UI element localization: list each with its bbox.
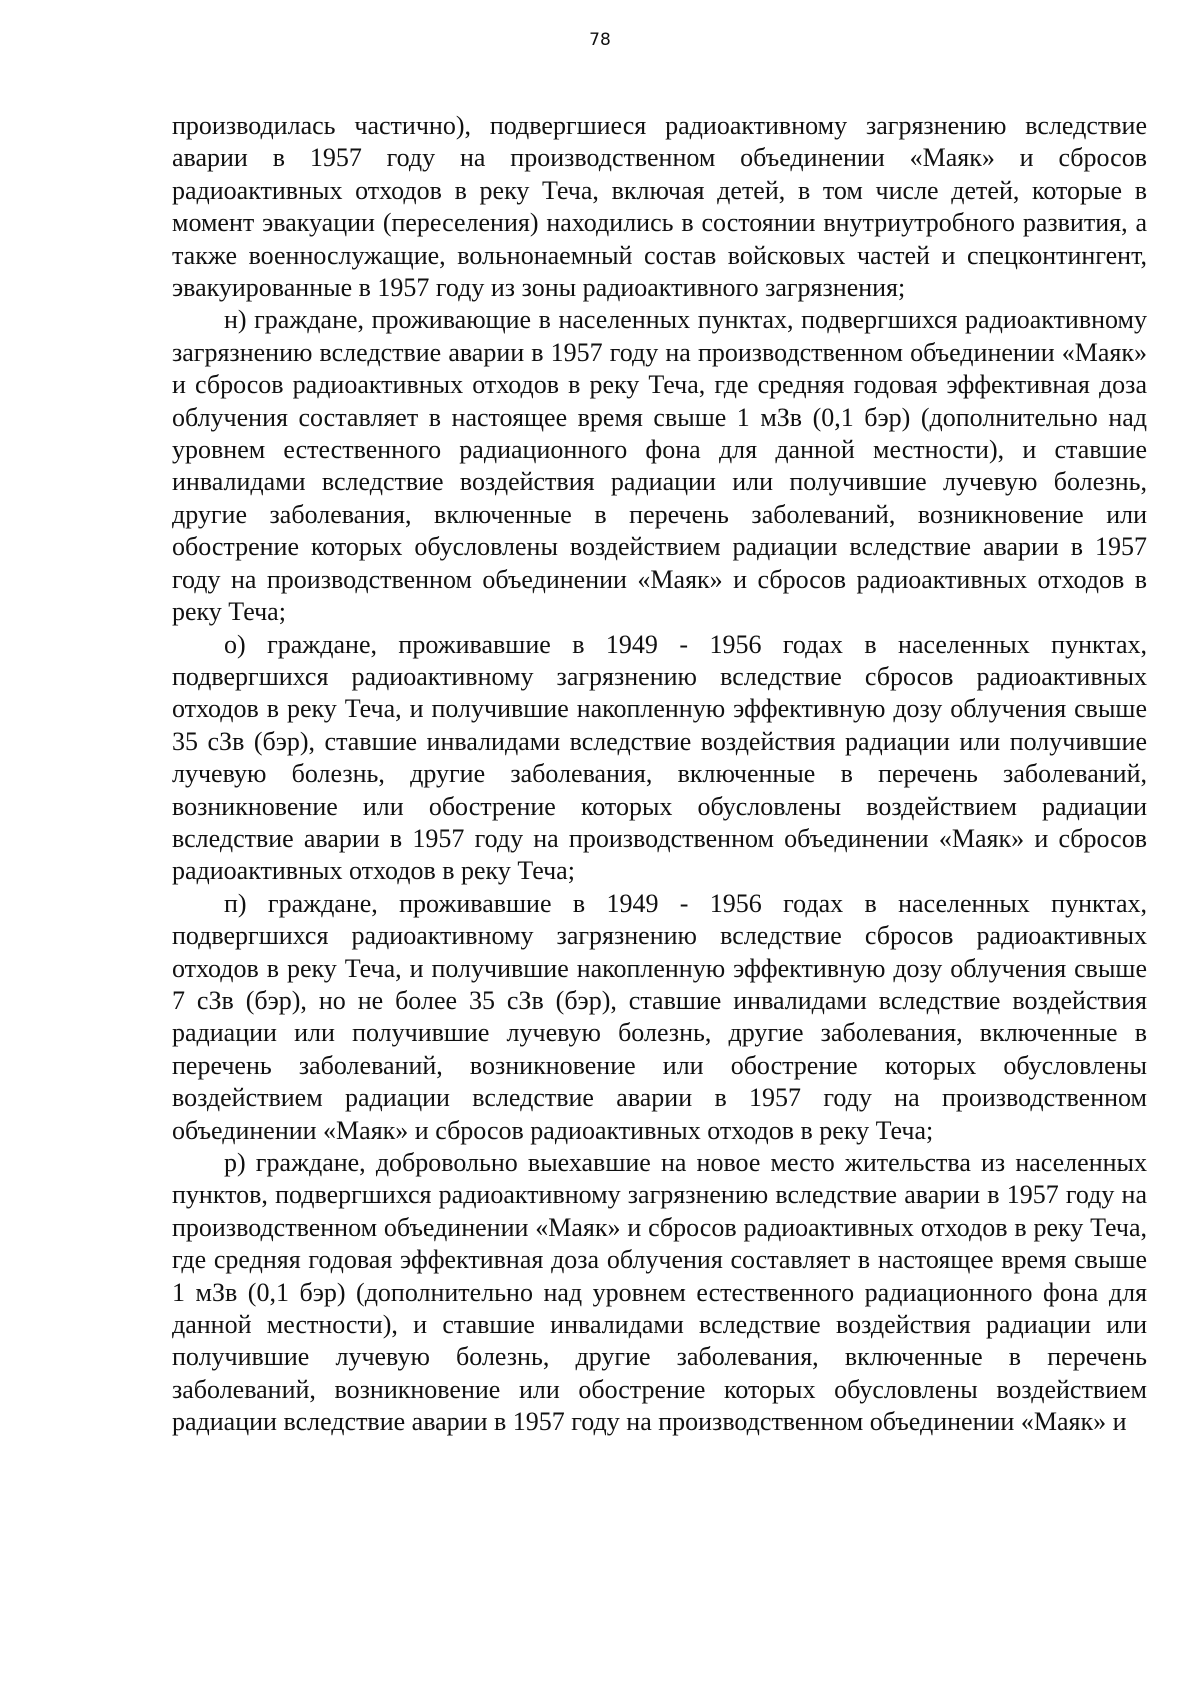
- paragraph-item-p: п) граждане, проживавшие в 1949 - 1956 годах в населенных пунктах, подвергшихся радиоактивному загрязнению вследствие сбросов радиоактивных отходов в реку Теча, и получившие накопленную эффективную дозу облучения свыше 7 сЗв (бэр), но не более 35 сЗв (бэр), ставшие инвалидами вследствие воздействия радиации или получившие лучевую болезнь, другие заболевания, включенные в перечень заболеваний, возникновение или обострение которых обусловлены воздействием радиации вследствие аварии в 1957 году на производственном объединении «Маяк» и сбросов радиоактивных отходов в реку Теча;: [172, 888, 1147, 1145]
- paragraph-item-n: н) граждане, проживающие в населенных пунктах, подвергшихся радиоактивному загрязнению вследствие аварии в 1957 году на производственном объединении «Маяк» и сбросов радиоактивных отходов в реку Теча, где средняя годовая эффективная доза облучения составляет в настоящее время свыше 1 мЗв (0,1 бэр) (дополнительно над уровнем естественного радиационного фона для данной местности), и ставшие инвалидами вследствие воздействия радиации или получившие лучевую болезнь, другие заболевания, включенные в перечень заболеваний, возникновение или обострение которых обусловлены воздействием радиации вследствие аварии в 1957 году на производственном объединении «Маяк» и сбросов радиоактивных отходов в реку Теча;: [172, 305, 1147, 627]
- paragraph-item-r: р) граждане, добровольно выехавшие на новое место жительства из населенных пунктов, подвергшихся радиоактивному загрязнению вследствие аварии в 1957 году на производственном объединении «Маяк» и сбросов радиоактивных отходов в реку Теча, где средняя годовая эффективная доза облучения составляет в настоящее время свыше 1 мЗв (0,1 бэр) (дополнительно над уровнем естественного радиационного фона для данной местности), и ставшие инвалидами вследствие воздействия радиации или получившие лучевую болезнь, другие заболевания, включенные в перечень заболеваний, возникновение или обострение которых обусловлены воздействием радиации вследствие аварии в 1957 году на производственном объединении «Маяк» и: [172, 1148, 1147, 1437]
- page-number: 78: [589, 30, 611, 50]
- paragraph-item-o: о) граждане, проживавшие в 1949 - 1956 годах в населенных пунктах, подвергшихся радиоактивному загрязнению вследствие сбросов радиоактивных отходов в реку Теча, и получившие накопленную эффективную дозу облучения свыше 35 сЗв (бэр), ставшие инвалидами вследствие воздействия радиации или получившие лучевую болезнь, другие заболевания, включенные в перечень заболеваний, возникновение или обострение которых обусловлены воздействием радиации вследствие аварии в 1957 году на производственном объединении «Маяк» и сбросов радиоактивных отходов в реку Теча;: [172, 629, 1147, 886]
- paragraph-continuation: производилась частично), подвергшиеся радиоактивному загрязнению вследствие аварии в 1957 году на производственном объединении «Маяк» и сбросов радиоактивных отходов в реку Теча, включая детей, в том числе детей, которые в момент эвакуации (переселения) находились в состоянии внутриутробного развития, а также военнослужащие, вольнонаемный состав войсковых частей и спецконтингент, эвакуированные в 1957 году из зоны радиоактивного загрязнения;: [172, 111, 1147, 303]
- document-body: [172, 110, 1147, 1439]
